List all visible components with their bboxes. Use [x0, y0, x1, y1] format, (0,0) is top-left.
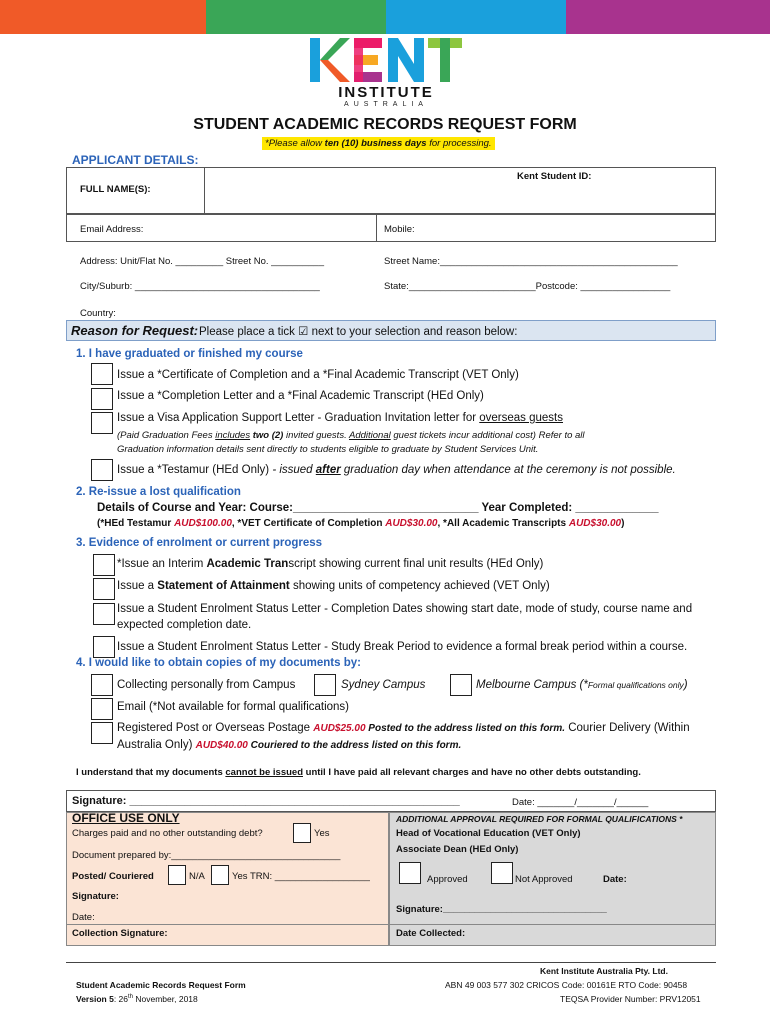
approval-signature[interactable]: Signature:_______________________________	[396, 904, 607, 915]
city-label: City/Suburb: ___________________________________	[80, 281, 320, 292]
declaration: I understand that my documents cannot be issued until I have paid all relevant charges and have no other debts outstanding.	[76, 767, 641, 778]
s1-option3: Issue a Visa Application Support Letter - Graduation Invitation letter for overseas guests	[117, 412, 563, 424]
kent-logo	[306, 36, 466, 84]
brand-bar-orange	[0, 0, 206, 34]
email-label: Email Address:	[80, 224, 144, 235]
head-vocational: Head of Vocational Education (VET Only)	[396, 828, 581, 839]
checkbox-vet-completion[interactable]	[91, 363, 113, 385]
mobile-label: Mobile:	[384, 224, 415, 235]
footer-teqsa: TEQSA Provider Number: PRV12051	[560, 994, 701, 1004]
state-postcode-label: State:________________________Postcode: _________________	[384, 281, 671, 292]
date-field[interactable]: Date: _______/_______/______	[512, 797, 649, 808]
s4-post-line2: Australia Only) AUD$40.00 Couriered to the address listed on this form.	[117, 739, 462, 751]
s4-email: Email (*Not available for formal qualifications)	[117, 701, 350, 713]
checkbox-posted-na[interactable]	[168, 865, 186, 885]
office-prepared[interactable]: Document prepared by:________________________________	[72, 850, 341, 861]
office-posted: Posted/ Couriered	[72, 871, 154, 882]
checkbox-charges-yes[interactable]	[293, 823, 311, 843]
checkbox-completion-dates[interactable]	[93, 603, 115, 625]
s3-option3-line2: expected completion date.	[117, 619, 252, 631]
checkbox-visa-letter[interactable]	[91, 412, 113, 434]
checkbox-approved[interactable]	[399, 862, 421, 884]
address-label: Address: Unit/Flat No. _________ Street No. __________	[80, 256, 324, 267]
office-yes: Yes	[314, 828, 330, 839]
office-title: OFFICE USE ONLY	[72, 811, 180, 825]
collection-signature: Collection Signature:	[72, 928, 168, 939]
office-yes-trn[interactable]: Yes TRN: __________________	[232, 871, 370, 882]
approved-label: Approved	[427, 874, 468, 885]
associate-dean: Associate Dean (HEd Only)	[396, 844, 519, 855]
country-label: Country:	[80, 308, 116, 319]
footer-codes: ABN 49 003 577 302 CRICOS Code: 00161E RTO Code: 90458	[445, 980, 688, 990]
street-label: Street Name:_____________________________________________	[384, 256, 678, 267]
section4-heading: 4. I would like to obtain copies of my documents by:	[76, 657, 361, 669]
footer-form-name: Student Academic Records Request Form	[76, 980, 246, 990]
office-charges: Charges paid and no other outstanding debt?	[72, 828, 263, 839]
s2-details[interactable]: Details of Course and Year: Course:_____________________________ Year Completed: _____________	[97, 502, 659, 514]
s3-option4: Issue a Student Enrolment Status Letter - Study Break Period to evidence a formal break period within a course.	[117, 641, 688, 653]
brand-bar-purple	[566, 0, 770, 34]
not-approved-label: Not Approved	[515, 874, 573, 885]
office-na: N/A	[189, 871, 205, 882]
s2-prices: (*HEd Testamur AUD$100.00, *VET Certificate of Completion AUD$30.00, *All Academic Transcripts AUD$30.00)	[97, 518, 625, 529]
s1-option2: Issue a *Completion Letter and a *Final Academic Transcript (HEd Only)	[117, 390, 484, 402]
logo-australia: AUSTRALIA	[344, 101, 428, 108]
section1-heading: 1. I have graduated or finished my course	[76, 348, 303, 360]
student-id-label: Kent Student ID:	[517, 171, 592, 182]
reason-label: Reason for Request:	[71, 323, 199, 338]
date-collected: Date Collected:	[396, 928, 466, 939]
section3-heading: 3. Evidence of enrolment or current progress	[76, 537, 323, 549]
approval-date: Date:	[603, 874, 627, 885]
applicant-heading: APPLICANT DETAILS:	[72, 153, 199, 167]
s3-option3-line1: Issue a Student Enrolment Status Letter - Completion Dates showing start date, mode of study, course name and	[117, 603, 693, 615]
s4-melbourne: Melbourne Campus (*Formal qualifications only)	[476, 679, 688, 691]
s3-option1: *Issue an Interim Academic Transcript showing current final unit results (HEd Only)	[117, 558, 544, 570]
section2-heading: 2. Re-issue a lost qualification	[76, 486, 241, 498]
office-signature: Signature:	[72, 891, 119, 902]
footer-company: Kent Institute Australia Pty. Ltd.	[540, 966, 668, 976]
checkbox-study-break[interactable]	[93, 636, 115, 658]
checkbox-posted-yes[interactable]	[211, 865, 229, 885]
full-name-label: FULL NAME(S):	[80, 184, 151, 195]
checkbox-post-courier[interactable]	[91, 722, 113, 744]
s1-option3-note2: Graduation information details sent directly to students eligible to graduate by Student Services Unit.	[117, 444, 539, 455]
brand-bar-blue	[386, 0, 566, 34]
checkbox-email[interactable]	[91, 698, 113, 720]
processing-note: *Please allow ten (10) business days for processing.	[262, 137, 495, 150]
s1-option4: Issue a *Testamur (HEd Only) - issued after graduation day when attendance at the ceremony is not possible.	[117, 464, 676, 476]
checkbox-not-approved[interactable]	[491, 862, 513, 884]
approval-note: ADDITIONAL APPROVAL REQUIRED FOR FORMAL QUALIFICATIONS *	[396, 814, 683, 824]
checkbox-statement-attainment[interactable]	[93, 578, 115, 600]
logo-institute: INSTITUTE	[338, 84, 434, 101]
signature-field[interactable]: Signature: ______________________________________________________	[72, 795, 460, 807]
checkbox-sydney[interactable]	[314, 674, 336, 696]
checkbox-interim-transcript[interactable]	[93, 554, 115, 576]
checkbox-melbourne[interactable]	[450, 674, 472, 696]
footer-version: Version 5: 26th November, 2018	[76, 994, 198, 1004]
office-date: Date:	[72, 912, 95, 923]
full-name-field[interactable]	[204, 167, 716, 214]
s4-sydney: Sydney Campus	[341, 679, 426, 691]
reason-instruction: Please place a tick ☑ next to your selection and reason below:	[199, 326, 518, 338]
s1-option3-note1: (Paid Graduation Fees includes two (2) invited guests. Additional guest tickets incur additional cost) Refer to all	[117, 430, 585, 441]
checkbox-testamur[interactable]	[91, 459, 113, 481]
s4-campus: Collecting personally from Campus	[117, 679, 296, 691]
brand-bar-green	[206, 0, 386, 34]
page-title: STUDENT ACADEMIC RECORDS REQUEST FORM	[193, 116, 577, 133]
s1-option1: Issue a *Certificate of Completion and a *Final Academic Transcript (VET Only)	[117, 369, 519, 381]
reason-bar	[66, 320, 716, 341]
checkbox-hed-completion[interactable]	[91, 388, 113, 410]
s3-option2: Issue a Statement of Attainment showing units of competency achieved (VET Only)	[117, 580, 550, 592]
checkbox-collect-campus[interactable]	[91, 674, 113, 696]
s4-post-line1: Registered Post or Overseas Postage AUD$25.00 Posted to the address listed on this form. Courier Delivery (Within	[117, 722, 690, 734]
